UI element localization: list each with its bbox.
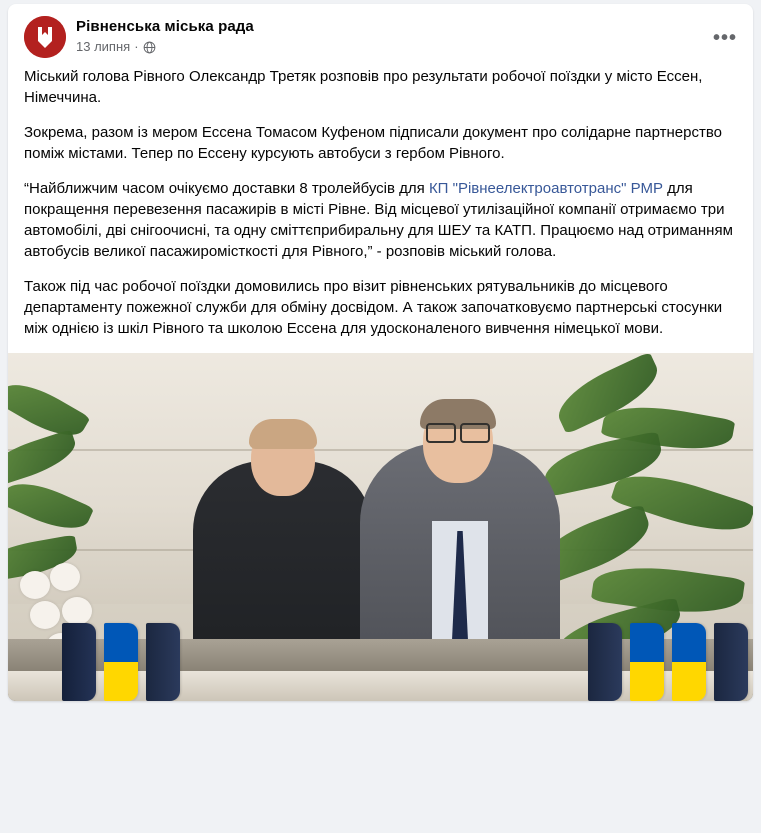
company-link[interactable]: КП "Рівнеелектроавтотранс" РМР <box>428 180 663 197</box>
facebook-post-card <box>8 4 753 701</box>
post-paragraph-quote <box>24 178 737 262</box>
post-body <box>8 62 753 353</box>
quote-before-link: “Найближчим часом очікуємо доставки 8 тролейбусів для <box>24 180 429 197</box>
post-header <box>8 4 753 62</box>
photo-scene <box>8 353 753 701</box>
post-header-text <box>76 16 254 55</box>
post-meta <box>76 39 254 55</box>
photo-flag <box>62 623 96 701</box>
photo-flag <box>714 623 748 701</box>
photo-flag-ukraine <box>630 623 664 701</box>
photo-flag-ukraine <box>672 623 706 701</box>
post-photo[interactable] <box>8 353 753 701</box>
coat-of-arms-avatar[interactable] <box>24 16 66 58</box>
photo-person-left-hair <box>249 419 317 449</box>
photo-flag <box>588 623 622 701</box>
globe-icon[interactable] <box>143 41 156 54</box>
photo-person-right-glasses <box>426 423 490 439</box>
more-options-button[interactable]: ••• <box>712 27 737 49</box>
post-paragraph-2: Зокрема, разом із мером Ессена Томасом Куфеном підписали документ про солідарне партнерство поміж містами. Тепер по Ессену курсують автобуси з гербом Рівного. <box>24 124 722 162</box>
page-name[interactable]: Рівненська міська рада <box>76 18 254 35</box>
post-paragraph-last: Також під час робочої поїздки домовились про візит рівненських рятувальників до місцевого департаменту пожежної служби для обміну досвідом. А також започатковуємо партнерські стосунки між однією із шкіл Рівного та школою Ессена для удосконаленого вивчення німецької мови. <box>24 278 723 337</box>
meta-separator: · <box>134 39 139 54</box>
quote-after-link: для покращення перевезення пасажирів в місті Рівне. Від місцевої утилізаційної компанії отримаємо три автомобілі, дві снігоочисні, та одну сміттєприбиральну для ШЕУ та КАТП. Працюємо над отриманням автобусів великої пасажиромісткості для Рівного,” - розповів міський голова. <box>24 180 733 260</box>
photo-flag-ukraine <box>104 623 138 701</box>
photo-flag <box>146 623 180 701</box>
post-paragraph-1: Міський голова Рівного Олександр Третяк розповів про результати робочої поїздки у місто Ессен, Німеччина. <box>24 68 703 106</box>
post-timestamp[interactable]: 13 липня <box>76 39 131 54</box>
